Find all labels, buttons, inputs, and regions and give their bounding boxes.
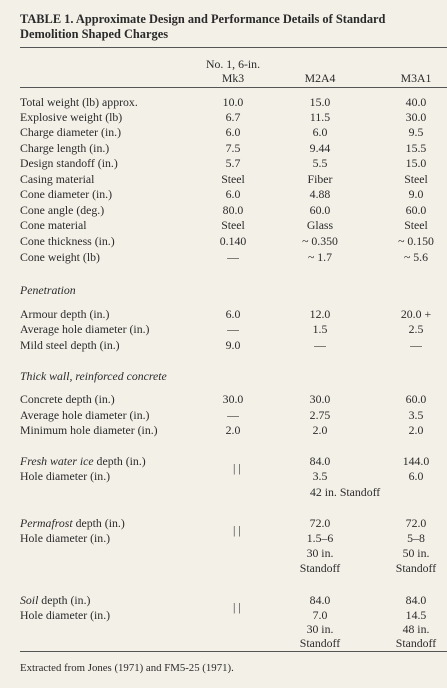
row-label: Charge diameter (in.) xyxy=(20,125,121,139)
bottom-rule xyxy=(20,651,447,652)
table-row xyxy=(20,125,447,140)
m2a4-standoff-line2: Standoff xyxy=(299,636,341,650)
cell-m3a1: 20.0 + xyxy=(400,307,432,321)
row-label: Cone weight (lb) xyxy=(20,250,100,264)
row-label-italic: Soil xyxy=(20,593,39,607)
cell-m3a1: 40.0 xyxy=(405,95,427,109)
section-heading-penetration: Penetration xyxy=(20,283,76,297)
cell-m2a4: ~ 0.350 xyxy=(302,234,338,248)
mk3-no-data-bars: | | xyxy=(233,600,241,614)
col1-header xyxy=(198,57,268,85)
cell-m3a1: ~ 5.6 xyxy=(403,250,429,264)
cell-m2a4: 84.0 xyxy=(309,593,331,607)
cell-mk3: 30.0 xyxy=(222,392,244,406)
cell-m2a4: Fiber xyxy=(307,172,333,186)
row-label: Mild steel depth (in.) xyxy=(20,338,120,352)
cell-m3a1: 60.0 xyxy=(405,203,427,217)
row-label-italic: Fresh water ice xyxy=(20,454,94,468)
m3a1-standoff-line1: 48 in. xyxy=(402,622,430,636)
row-label-italic: Permafrost xyxy=(20,516,73,530)
table-row xyxy=(20,110,447,125)
m3a1-standoff-line1: 50 in. xyxy=(402,546,430,560)
cell-mk3: 7.5 xyxy=(225,141,241,155)
table-row xyxy=(20,172,447,187)
cell-m3a1: 144.0 xyxy=(402,454,430,468)
cell-mk3: 10.0 xyxy=(222,95,244,109)
cell-mk3: 80.0 xyxy=(222,203,244,217)
row-label: Total weight (lb) approx. xyxy=(20,95,138,109)
cell-m2a4: Glass xyxy=(306,218,334,232)
cell-mk3: 6.7 xyxy=(225,110,241,124)
col3-header: M3A1 xyxy=(400,71,432,85)
cell-mk3: 9.0 xyxy=(225,338,241,352)
cell-mk3: 6.0 xyxy=(225,307,241,321)
cell-m3a1: 3.5 xyxy=(408,408,424,422)
cell-m2a4: 84.0 xyxy=(309,454,331,468)
standoff-note-row xyxy=(20,636,447,651)
row-label: Average hole diameter (in.) xyxy=(20,322,150,336)
cell-mk3: Steel xyxy=(221,172,245,186)
row-label-rest: depth (in.) xyxy=(93,454,146,468)
cell-m3a1: 6.0 xyxy=(408,469,424,483)
table-title: TABLE 1. Approximate Design and Performance Details of Standard Demolition Shaped Charges xyxy=(20,12,386,41)
cell-m3a1: 84.0 xyxy=(405,593,427,607)
cell-mk3: 6.0 xyxy=(225,187,241,201)
cell-m2a4: 60.0 xyxy=(309,203,331,217)
row-label: Casing material xyxy=(20,172,95,186)
cell-mk3: Steel xyxy=(221,218,245,232)
cell-m2a4: 11.5 xyxy=(309,110,331,124)
table-row xyxy=(20,392,447,407)
cell-m2a4: 15.0 xyxy=(309,95,331,109)
header-rule xyxy=(20,87,447,88)
col2-header: M2A4 xyxy=(304,71,336,85)
table-row xyxy=(20,250,447,265)
row-label: Cone material xyxy=(20,218,87,232)
cell-m2a4: 5.5 xyxy=(312,156,328,170)
cell-m3a1: 60.0 xyxy=(405,392,427,406)
cell-m2a4: 12.0 xyxy=(309,307,331,321)
table-row xyxy=(20,423,447,438)
cell-m3a1: 30.0 xyxy=(405,110,427,124)
row-label: Cone thickness (in.) xyxy=(20,234,115,248)
row-label: Design standoff (in.) xyxy=(20,156,118,170)
cell-m2a4: 7.0 xyxy=(312,608,328,622)
mk3-no-data-bars: | | xyxy=(233,523,241,537)
cell-m3a1: 9.5 xyxy=(408,125,424,139)
section-heading-concrete: Thick wall, reinforced concrete xyxy=(20,369,167,383)
row-label xyxy=(20,516,125,531)
cell-m3a1: 2.0 xyxy=(408,423,424,437)
table-row xyxy=(20,203,447,218)
row-label-rest: depth (in.) xyxy=(38,593,91,607)
cell-m3a1: 9.0 xyxy=(408,187,424,201)
standoff-note-row xyxy=(20,546,447,561)
row-label: Charge length (in.) xyxy=(20,141,110,155)
row-label: Concrete depth (in.) xyxy=(20,392,115,406)
row-label: Armour depth (in.) xyxy=(20,307,110,321)
top-rule xyxy=(20,47,447,48)
cell-m3a1: 15.5 xyxy=(405,141,427,155)
cell-m2a4: 4.88 xyxy=(309,187,331,201)
cell-m2a4: 3.5 xyxy=(312,469,328,483)
cell-mk3: 5.7 xyxy=(225,156,241,170)
cell-m3a1: 15.0 xyxy=(405,156,427,170)
cell-m2a4: 72.0 xyxy=(309,516,331,530)
cell-mk3: — xyxy=(227,250,239,264)
cell-m3a1: 72.0 xyxy=(405,516,427,530)
table-row xyxy=(20,408,447,423)
row-label-rest: depth (in.) xyxy=(72,516,125,530)
standoff-note-row xyxy=(20,622,447,637)
row-label: Hole diameter (in.) xyxy=(20,531,111,545)
row-label: Cone diameter (in.) xyxy=(20,187,113,201)
table-row xyxy=(20,307,447,322)
cell-m2a4: 6.0 xyxy=(312,125,328,139)
table-row xyxy=(20,187,447,202)
cell-m3a1: ~ 0.150 xyxy=(398,234,434,248)
table-row xyxy=(20,95,447,110)
cell-m2a4: 1.5 xyxy=(312,322,328,336)
row-label xyxy=(20,454,146,469)
cell-m3a1: Steel xyxy=(404,218,428,232)
cell-mk3: 0.140 xyxy=(219,234,247,248)
cell-mk3: 6.0 xyxy=(225,125,241,139)
m2a4-standoff-line2: Standoff xyxy=(299,561,341,575)
cell-mk3: — xyxy=(227,408,239,422)
row-label: Cone angle (deg.) xyxy=(20,203,105,217)
cell-m2a4: 2.0 xyxy=(312,423,328,437)
row-label xyxy=(20,593,90,608)
m3a1-standoff-line2: Standoff xyxy=(395,561,437,575)
table-row xyxy=(20,322,447,337)
col1-header-line2: Mk3 xyxy=(221,71,245,85)
table-row xyxy=(20,218,447,233)
row-label: Hole diameter (in.) xyxy=(20,469,111,483)
cell-m3a1: 14.5 xyxy=(405,608,427,622)
row-label: Hole diameter (in.) xyxy=(20,608,111,622)
cell-m2a4: ~ 1.7 xyxy=(307,250,333,264)
m2a4-standoff-line1: 30 in. xyxy=(306,622,334,636)
source-footnote: Extracted from Jones (1971) and FM5-25 (1971). xyxy=(20,662,234,674)
col1-header-line1: No. 1, 6-in. xyxy=(205,57,261,71)
table-row xyxy=(20,156,447,171)
cell-mk3: 2.0 xyxy=(225,423,241,437)
standoff-note-row xyxy=(20,561,447,576)
cell-m2a4: 9.44 xyxy=(309,141,331,155)
cell-m2a4: 2.75 xyxy=(309,408,331,422)
cell-mk3: — xyxy=(227,322,239,336)
cell-m3a1: — xyxy=(410,338,422,352)
m3a1-standoff-line2: Standoff xyxy=(395,636,437,650)
ice-standoff-note: 42 in. Standoff xyxy=(310,485,381,499)
mk3-no-data-bars: | | xyxy=(233,461,241,475)
row-label: Minimum hole diameter (in.) xyxy=(20,423,158,437)
cell-m3a1: Steel xyxy=(404,172,428,186)
cell-m2a4: — xyxy=(314,338,326,352)
cell-m2a4: 1.5–6 xyxy=(306,531,334,545)
row-label: Average hole diameter (in.) xyxy=(20,408,150,422)
m2a4-standoff-line1: 30 in. xyxy=(306,546,334,560)
table-row xyxy=(20,338,447,353)
cell-m3a1: 2.5 xyxy=(408,322,424,336)
cell-m3a1: 5–8 xyxy=(407,531,425,545)
cell-m2a4: 30.0 xyxy=(309,392,331,406)
table-row xyxy=(20,141,447,156)
row-label: Explosive weight (lb) xyxy=(20,110,123,124)
table-row xyxy=(20,234,447,249)
